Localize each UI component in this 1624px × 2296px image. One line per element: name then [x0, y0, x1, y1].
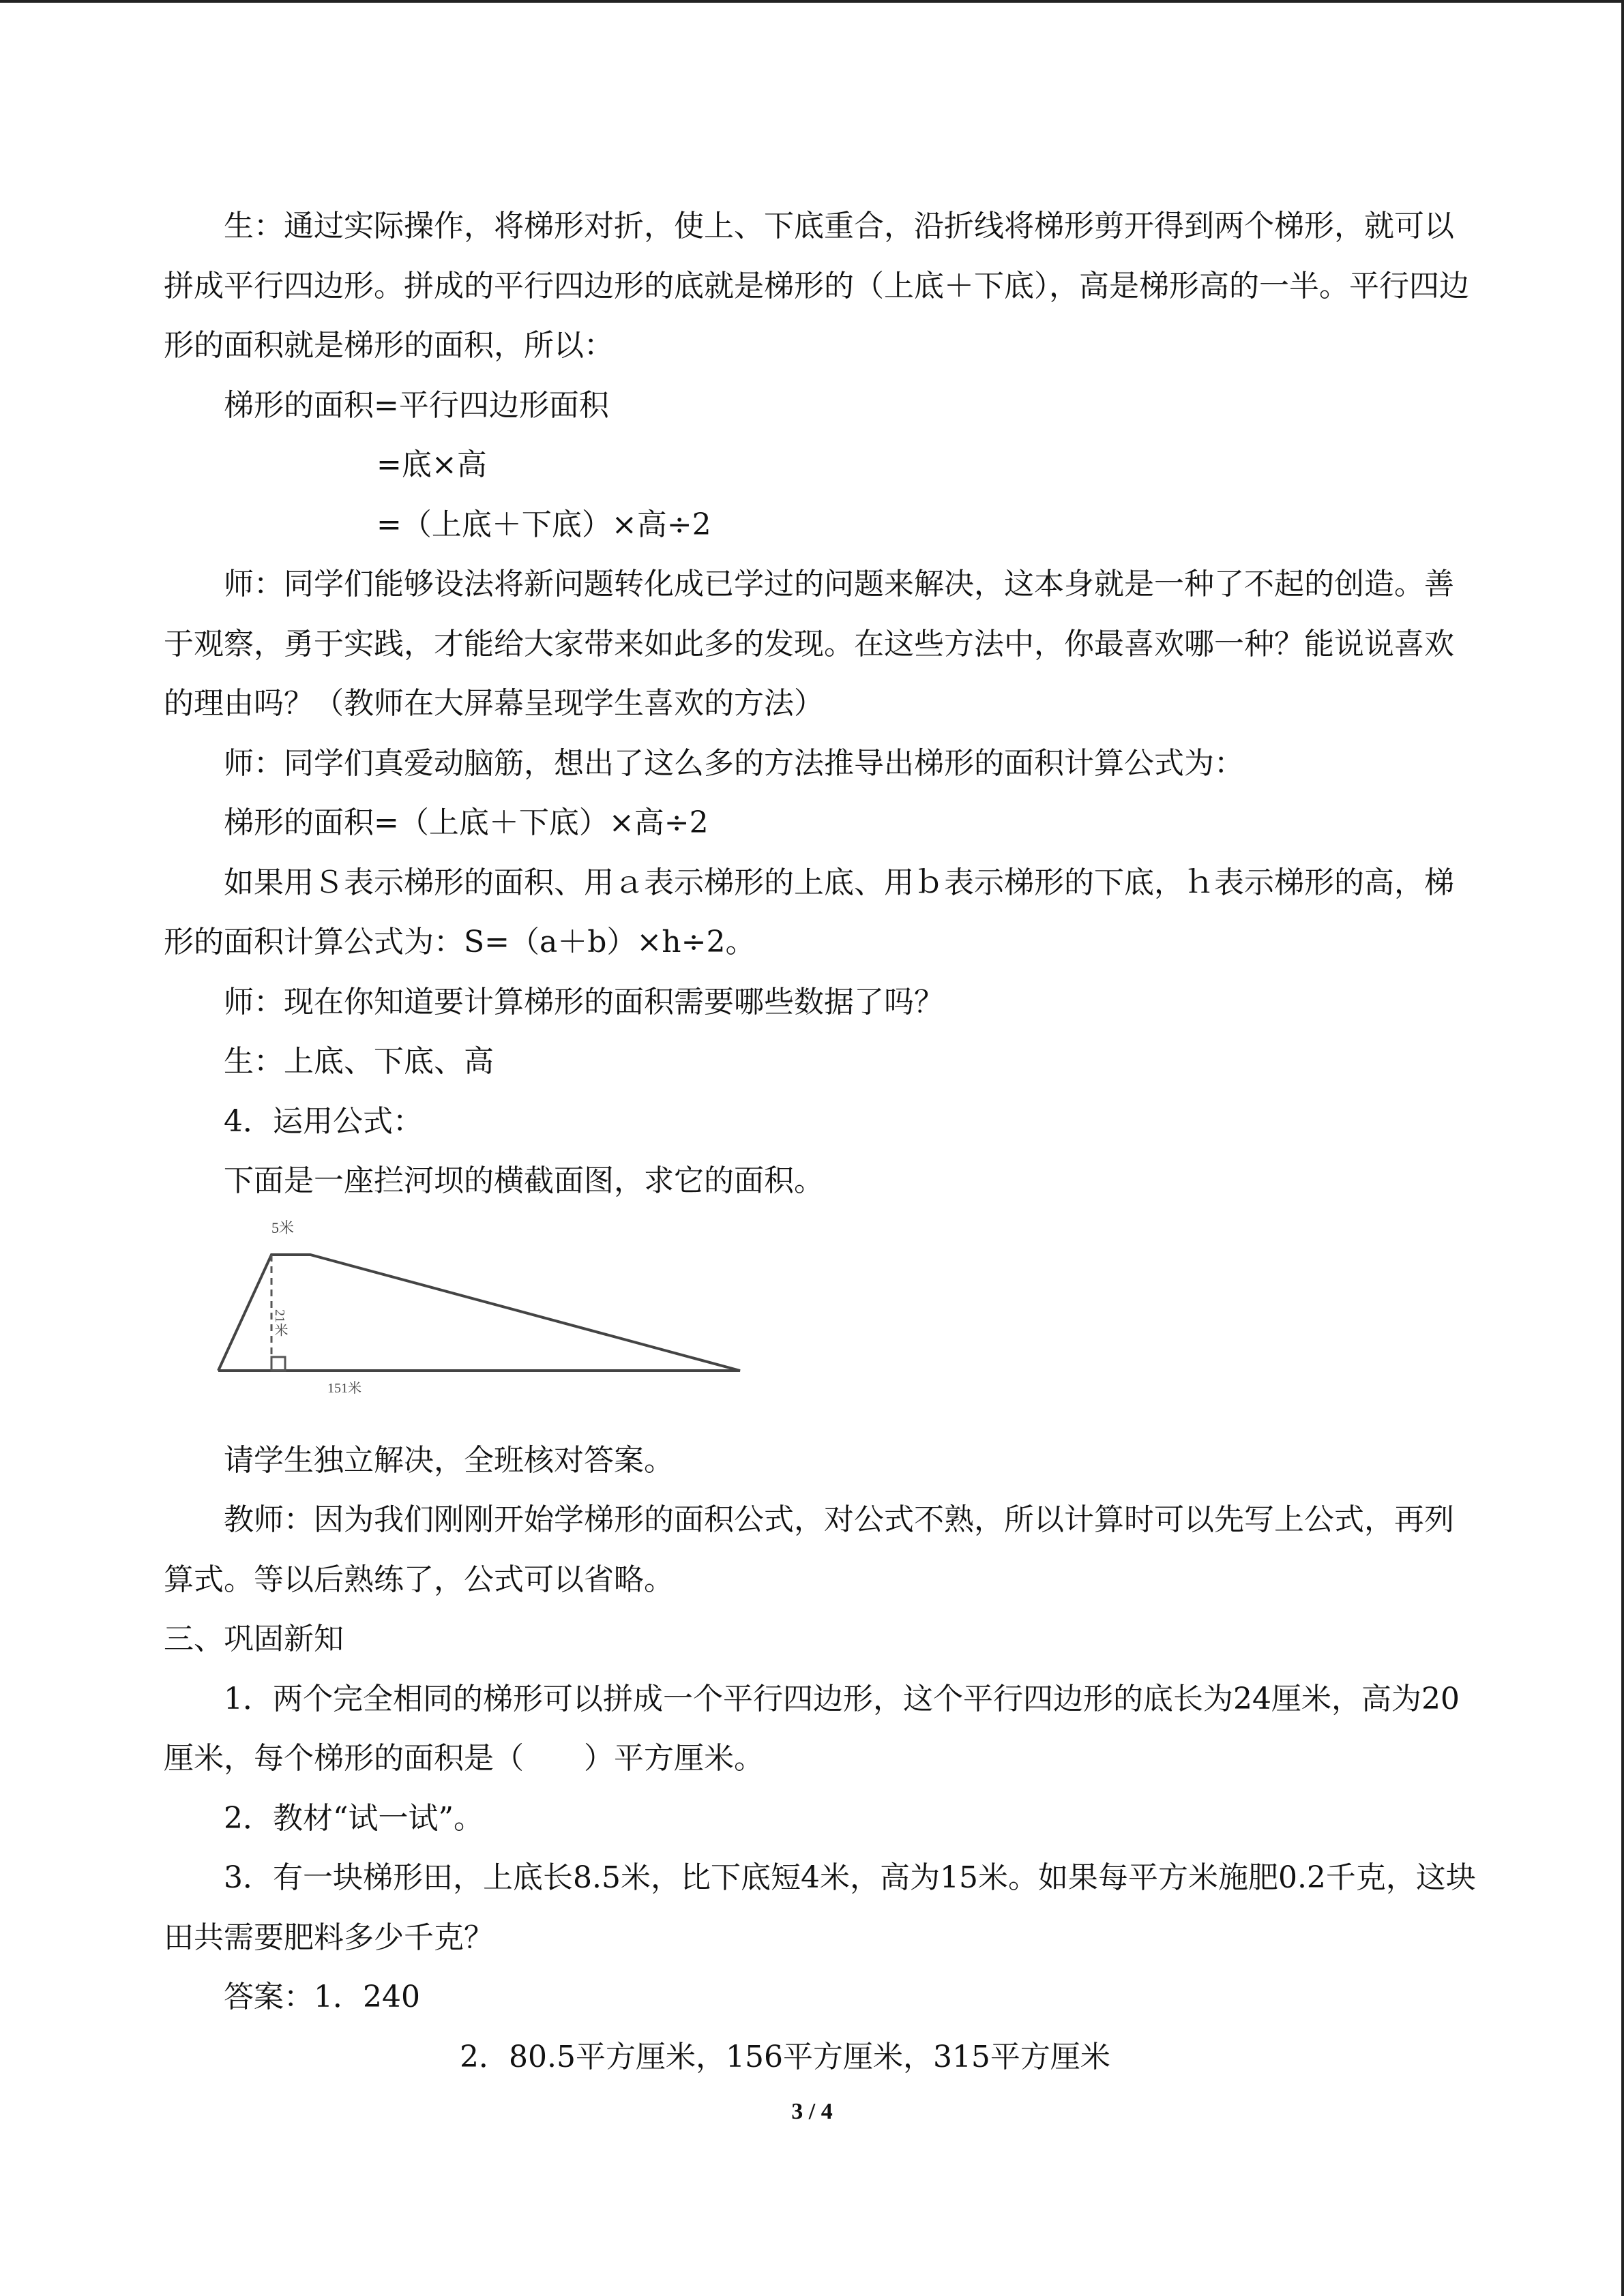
document-body: [164, 196, 1480, 2087]
exercise-2: 2．教材“试一试”。: [224, 1800, 484, 1836]
paragraph-student-explanation: 生：通过实际操作，将梯形对折，使上、下底重合，沿折线将梯形剪开得到两个梯形，就可以拼成平行四边形。拼成的平行四边形的底就是梯形的（上底＋下底），高是梯形高的一半。平行四边形的面积就是梯形的面积，所以：: [164, 209, 1469, 363]
answer-2: 2．80.5平方厘米，156平方厘米，315平方厘米: [460, 2039, 1110, 2074]
section-apply-formula: 4．运用公式：: [224, 1103, 423, 1139]
paragraph-teacher-praise: 师：同学们能够设法将新问题转化成已学过的问题来解决，这本身就是一种了不起的创造。善于观察，勇于实践，才能给大家带来如此多的发现。在这些方法中，你最喜欢哪一种？能说说喜欢的理由吗？（教师在大屏幕呈现学生喜欢的方法）: [164, 567, 1454, 721]
right-angle-mark: [271, 1357, 285, 1371]
dam-trapezoid-diagram: [205, 1214, 914, 1427]
page-right-border: [1621, 0, 1624, 2296]
page-top-border: [0, 0, 1624, 3]
dam-cross-section-figure: [164, 1214, 1480, 1427]
paragraph-student-answer: 生：上底、下底、高: [224, 1044, 494, 1079]
answer-1: 答案：1．240: [224, 1980, 420, 2014]
top-base-label: 5米: [271, 1219, 295, 1236]
paragraph-independent-solve: 请学生独立解决，全班核对答案。: [224, 1442, 674, 1478]
height-label: 21米: [272, 1309, 287, 1337]
paragraph-dam-question: 下面是一座拦河坝的横截面图，求它的面积。: [224, 1163, 824, 1198]
exercise-1: 1．两个完全相同的梯形可以拼成一个平行四边形，这个平行四边形的底长为24厘米，高为20厘米，每个梯形的面积是（ ）平方厘米。: [164, 1681, 1460, 1776]
paragraph-teacher-summary: 师：同学们真爱动脑筋，想出了这么多的方法推导出梯形的面积计算公式为：: [224, 745, 1244, 781]
bottom-base-label: 151米: [327, 1380, 361, 1396]
section-heading-consolidate: 三、巩固新知: [164, 1622, 344, 1656]
formula-line-2: =底×高: [377, 447, 487, 482]
trapezoid-outline: [218, 1255, 740, 1371]
paragraph-letter-formula: 如果用Ｓ表示梯形的面积、用ａ表示梯形的上底、用ｂ表示梯形的下底，ｈ表示梯形的高，梯形的面积计算公式为：S=（a＋b）×h÷2。: [164, 865, 1454, 959]
trapezoid-area-formula: 梯形的面积=（上底＋下底）×高÷2: [224, 805, 709, 840]
paragraph-teacher-question: 师：现在你知道要计算梯形的面积需要哪些数据了吗？: [224, 984, 944, 1019]
formula-line-1: 梯形的面积=平行四边形面积: [224, 387, 609, 423]
formula-line-3: =（上底＋下底）×高÷2: [377, 507, 711, 542]
page-number: 3 / 4: [791, 2099, 833, 2124]
exercise-3: 3．有一块梯形田，上底长8.5米，比下底短4米，高为15米。如果每平方米施肥0.2千克，这块田共需要肥料多少千克？: [164, 1860, 1476, 1955]
paragraph-teacher-note: 教师：因为我们刚刚开始学梯形的面积公式，对公式不熟，所以计算时可以先写上公式，再列算式。等以后熟练了，公式可以省略。: [164, 1502, 1454, 1597]
